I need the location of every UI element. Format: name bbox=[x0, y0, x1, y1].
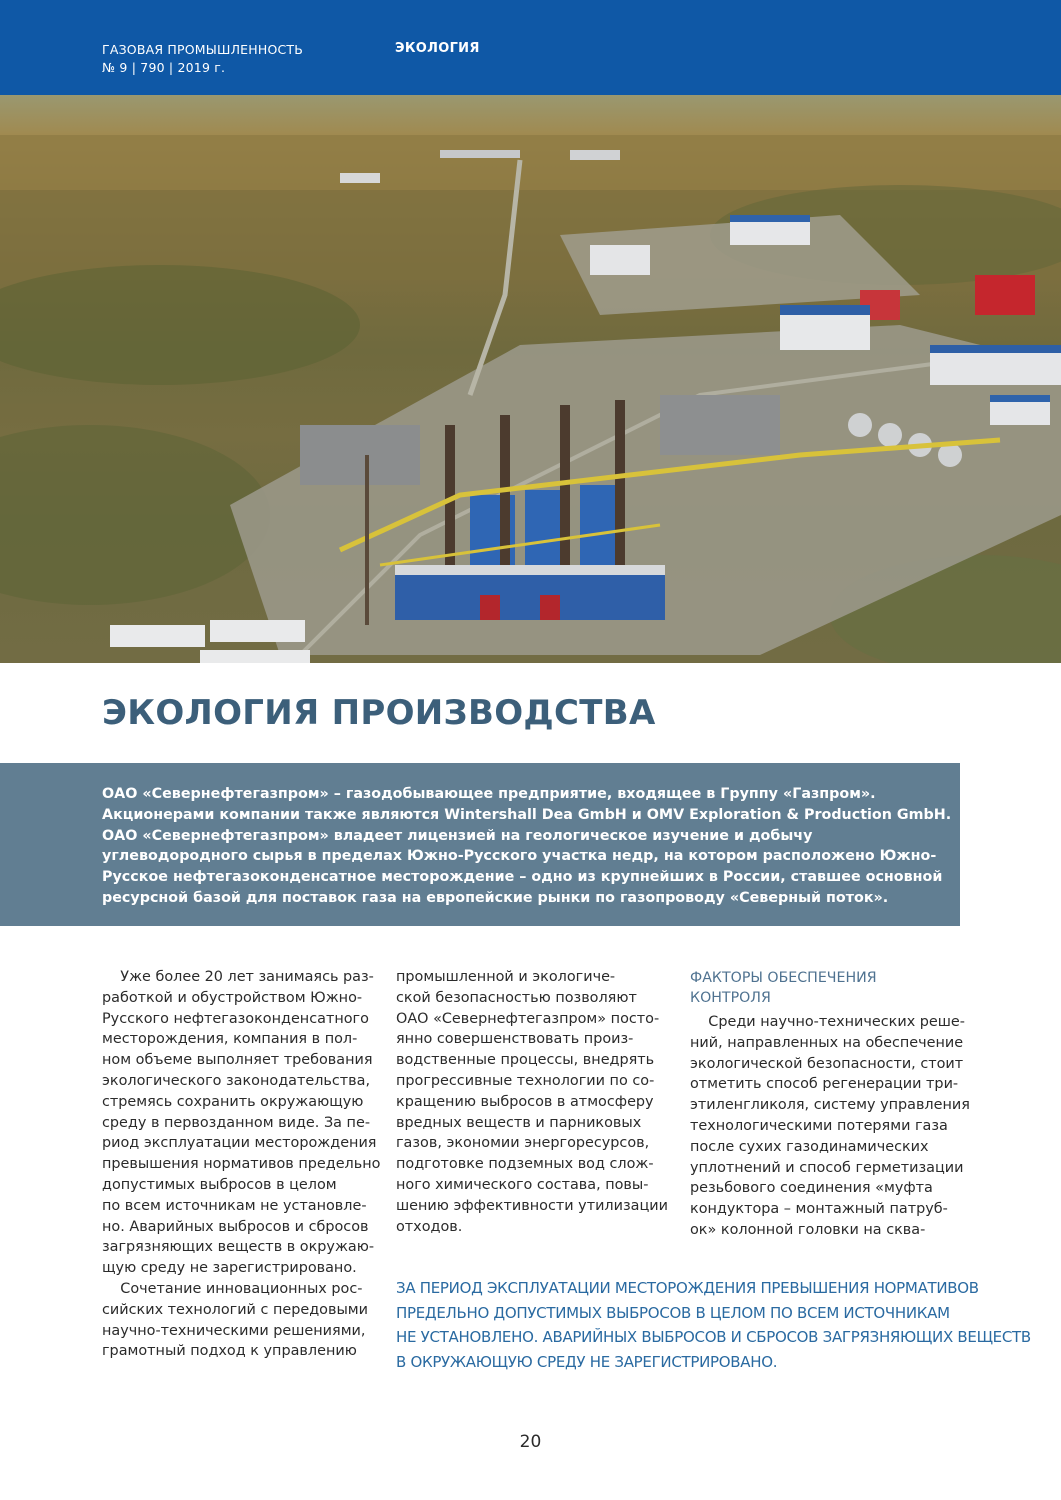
body-line: месторождения, компания в пол- bbox=[102, 1031, 358, 1048]
body-line: загрязняющих веществ в окружаю- bbox=[102, 1239, 375, 1256]
body-line: ской безопасностью позволяют bbox=[396, 989, 637, 1006]
body-line: среду в первозданном виде. За пе- bbox=[102, 1114, 371, 1131]
aerial-gas-processing-plant-icon bbox=[0, 95, 1061, 663]
body-line: шению эффективности утилизации bbox=[396, 1197, 668, 1214]
body-column-1 bbox=[102, 967, 381, 1362]
lead-line: Русское нефтегазоконденсатное месторождение – одно из крупнейших в России, ставшее основной bbox=[102, 869, 943, 886]
body-column-2 bbox=[396, 967, 668, 1237]
body-line: резьбового соединения «муфта bbox=[690, 1180, 933, 1197]
body-line: кращению выбросов в атмосферу bbox=[396, 1093, 654, 1110]
lead-line: углеводородного сырья в пределах Южно-Русского участка недр, на котором расположено Южно- bbox=[102, 848, 937, 865]
body-line: научно-техническими решениями, bbox=[102, 1322, 366, 1339]
body-line: отметить способ регенерации три- bbox=[690, 1076, 959, 1093]
heading-line: ФАКТОРЫ ОБЕСПЕЧЕНИЯ bbox=[690, 970, 877, 986]
body-line: щую среду не зарегистрировано. bbox=[102, 1260, 357, 1277]
journal-info bbox=[102, 41, 303, 77]
body-line: вредных веществ и парниковых bbox=[396, 1114, 642, 1131]
lead-box bbox=[0, 763, 960, 926]
body-line: экологического законодательства, bbox=[102, 1072, 371, 1089]
body-line: промышленной и экологиче- bbox=[396, 969, 616, 985]
pull-quote bbox=[396, 1276, 1031, 1374]
body-line: Сочетание инновационных рос- bbox=[102, 1280, 363, 1297]
body-line: водственные процессы, внедрять bbox=[396, 1052, 655, 1069]
body-line: сийских технологий с передовыми bbox=[102, 1301, 369, 1318]
lead-line: Акционерами компании также являются Wintershall Dea GmbH и OMV Exploration & Production GmbH. bbox=[102, 806, 952, 823]
body-line: Уже более 20 лет занимаясь раз- bbox=[102, 969, 374, 985]
body-column-3 bbox=[690, 1012, 970, 1241]
page-number: 20 bbox=[519, 1432, 542, 1452]
body-line: ного химического состава, повы- bbox=[396, 1176, 649, 1193]
body-line: экологической безопасности, стоит bbox=[690, 1055, 964, 1072]
body-line: допустимых выбросов в целом bbox=[102, 1176, 337, 1193]
body-line: по всем источникам не установле- bbox=[102, 1197, 367, 1214]
body-line: газов, экономии энергоресурсов, bbox=[396, 1135, 650, 1152]
body-line: превышения нормативов предельно bbox=[102, 1156, 381, 1173]
body-line: но. Аварийных выбросов и сбросов bbox=[102, 1218, 369, 1235]
body-line: отходов. bbox=[396, 1218, 463, 1235]
header-band bbox=[0, 0, 1061, 95]
body-line: после сухих газодинамических bbox=[690, 1138, 929, 1155]
body-line: ок» колонной головки на сква- bbox=[690, 1221, 926, 1238]
body-line: прогрессивные технологии по со- bbox=[396, 1072, 655, 1089]
body-line: работкой и обустройством Южно- bbox=[102, 989, 363, 1006]
body-line: этиленгликоля, систему управления bbox=[690, 1097, 970, 1114]
lead-line: ОАО «Севернефтегазпром» – газодобывающее предприятие, входящее в Группу «Газпром». bbox=[102, 786, 876, 802]
journal-issue: № 9 | 790 | 2019 г. bbox=[102, 60, 226, 75]
heading-line: КОНТРОЛЯ bbox=[690, 990, 771, 1006]
section-label: ЭКОЛОГИЯ bbox=[395, 41, 480, 56]
column-3-heading bbox=[690, 968, 958, 1008]
body-line: риод эксплуатации месторождения bbox=[102, 1135, 377, 1152]
body-line: кондуктора – монтажный патруб- bbox=[690, 1201, 948, 1218]
body-line: ОАО «Севернефтегазпром» посто- bbox=[396, 1010, 660, 1027]
body-line: Среди научно-технических реше- bbox=[690, 1014, 965, 1030]
quote-line: НЕ УСТАНОВЛЕНО. АВАРИЙНЫХ ВЫБРОСОВ И СБРОСОВ ЗАГРЯЗНЯЮЩИХ ВЕЩЕСТВ bbox=[396, 1328, 1031, 1346]
quote-line: В ОКРУЖАЮЩУЮ СРЕДУ НЕ ЗАРЕГИСТРИРОВАНО. bbox=[396, 1352, 778, 1371]
quote-line: ПРЕДЕЛЬНО ДОПУСТИМЫХ ВЫБРОСОВ В ЦЕЛОМ ПО ВСЕМ ИСТОЧНИКАМ bbox=[396, 1303, 950, 1322]
lead-text bbox=[102, 784, 950, 909]
body-line: стремясь сохранить окружающую bbox=[102, 1093, 364, 1110]
body-line: ном объеме выполняет требования bbox=[102, 1052, 373, 1069]
article-title: ЭКОЛОГИЯ ПРОИЗВОДСТВА bbox=[102, 693, 656, 733]
lead-line: ресурсной базой для поставок газа на европейские рынки по газопроводу «Северный поток». bbox=[102, 889, 889, 906]
quote-line: ЗА ПЕРИОД ЭКСПЛУАТАЦИИ МЕСТОРОЖДЕНИЯ ПРЕВЫШЕНИЯ НОРМАТИВОВ bbox=[396, 1279, 979, 1297]
body-line: янно совершенствовать произ- bbox=[396, 1031, 634, 1048]
aerial-plant-photo bbox=[0, 95, 1061, 663]
body-line: грамотный подход к управлению bbox=[102, 1343, 357, 1360]
journal-name: ГАЗОВАЯ ПРОМЫШЛЕННОСТЬ bbox=[102, 42, 304, 57]
lead-line: ОАО «Севернефтегазпром» владеет лицензией на геологическое изучение и добычу bbox=[102, 827, 813, 844]
body-line: ний, направленных на обеспечение bbox=[690, 1034, 964, 1051]
body-line: подготовке подземных вод слож- bbox=[396, 1156, 654, 1173]
body-line: Русского нефтегазоконденсатного bbox=[102, 1010, 369, 1027]
body-line: технологическими потерями газа bbox=[690, 1117, 948, 1134]
body-line: уплотнений и способ герметизации bbox=[690, 1159, 964, 1176]
